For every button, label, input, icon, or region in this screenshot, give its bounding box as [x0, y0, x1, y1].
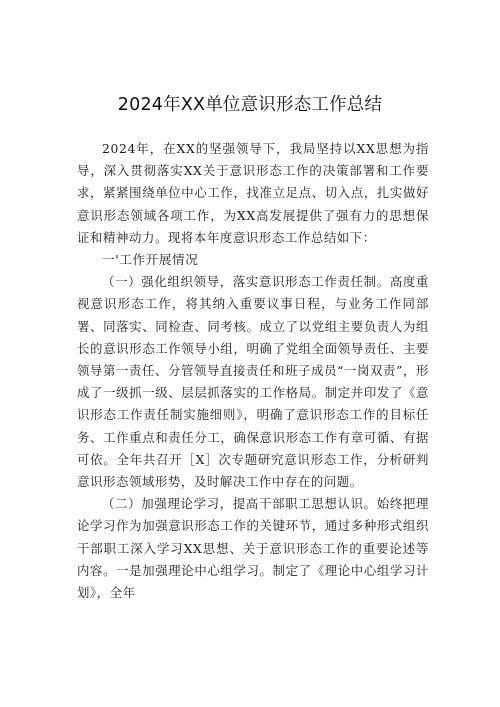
paragraph-organizational-leadership: （一）强化组织领导，落实意识形态工作责任制。高度重视意识形态工作，将其纳入重要议事日程，与业务工作同部署、同落实、同检查、同考核。成立了以党组主要负责人为组长的意识形态工作领导小组，明确了党组全面领导责任、主要领导第一责任、分管领导直接责任和班子成员“一岗双责”，形成了一级抓一级、层层抓落实的工作格局。制定并印发了《意识形态工作责任制实施细则》，明确了意识形态工作的目标任务、工作重点和责任分工，确保意识形态工作有章可循、有据可依。全年共召开［X］次专题研究意识形态工作，分析研判意识形态领域形势，及时解决工作中存在的问题。 — [77, 274, 429, 490]
section-heading: 一'工作开展情况 — [102, 252, 199, 268]
document-body — [77, 138, 429, 604]
paragraph-theory-study: （二）加强理论学习，提高干部职工思想认识。始终把理论学习作为加强意识形态工作的关键环节，通过多种形式组织干部职工深入学习XX思想、关于意识形态工作的重要论述等内容。一是加强理论中心组学习。制定了《理论中心组学习计划》，全年 — [77, 496, 429, 601]
document-title: 2024年XX单位意识形态工作总结 — [117, 95, 383, 115]
intro-paragraph: 2024年，在XX的坚强领导下，我局坚持以XX思想为指导，深入贯彻落实XX关于意识形态工作的决策部署和工作要求，紧紧围绕单位中心工作，找准立足点、切入点，扎实做好意识形态领域各项工作，为XX高发展提供了强有力的思想保证和精神动力。现将本年度意识形态工作总结如下： — [77, 141, 429, 245]
